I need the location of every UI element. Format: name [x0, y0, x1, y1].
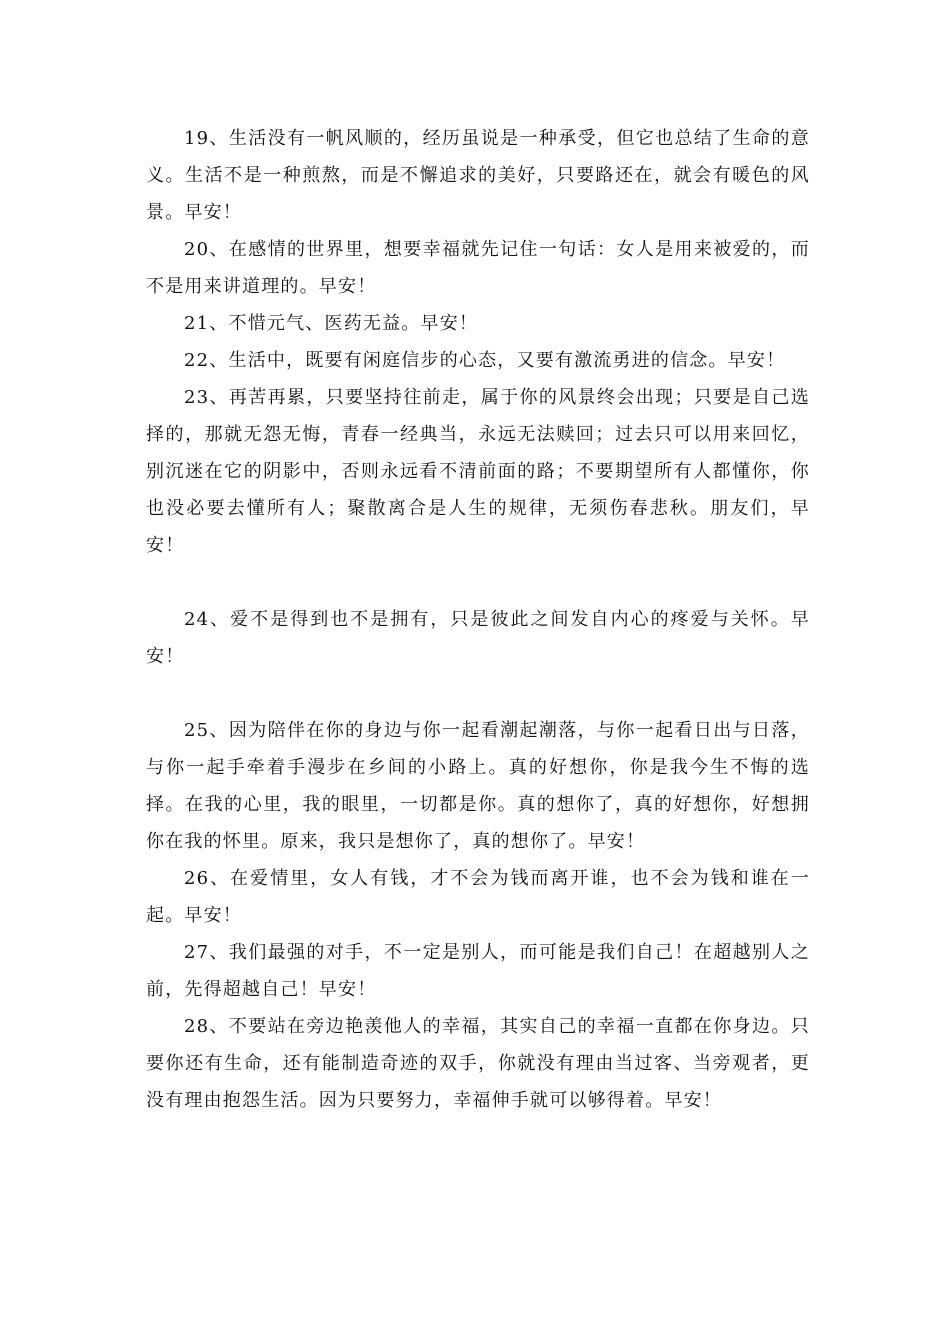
- paragraph-24: 24、爱不是得到也不是拥有，只是彼此之间发自内心的疼爱与关怀。早安！: [146, 609, 810, 667]
- paragraph-21: 21、不惜元气、医药无益。早安！: [184, 313, 479, 334]
- paragraph-22: 22、生活中，既要有闲庭信步的心态，又要有激流勇进的信念。早安！: [184, 350, 786, 371]
- paragraph-19: 19、生活没有一帆风顺的，经历虽说是一种承受，但它也总结了生命的意义。生活不是一种煎熬，而是不懈追求的美好，只要路还在，就会有暖色的风景。早安！: [146, 128, 810, 223]
- paragraph-28: 28、不要站在旁边艳羡他人的幸福，其实自己的幸福一直都在你身边。只要你还有生命，还有能制造奇迹的双手，你就没有理由当过客、当旁观者，更没有理由抱怨生活。因为只要努力，幸福伸手就可以够得着。早安！: [146, 1016, 810, 1111]
- paragraph-20: 20、在感情的世界里，想要幸福就先记住一句话：女人是用来被爱的，而不是用来讲道理的。早安！: [146, 239, 810, 297]
- paragraph-27: 27、我们最强的对手，不一定是别人，而可能是我们自己！在超越别人之前，先得超越自己！早安！: [146, 942, 810, 1000]
- paragraph-23: 23、再苦再累，只要坚持往前走，属于你的风景终会出现；只要是自己选择的，那就无怨无悔，青春一经典当，永远无法赎回；过去只可以用来回忆，别沉迷在它的阴影中，否则永远看不清前面的路；不要期望所有人都懂你，你也没必要去懂所有人；聚散离合是人生的规律，无须伤春悲秋。朋友们，早安！: [146, 387, 810, 556]
- document-body: [146, 120, 810, 1119]
- paragraph-25: 25、因为陪伴在你的身边与你一起看潮起潮落，与你一起看日出与日落，与你一起手牵着手漫步在乡间的小路上。真的好想你，你是我今生不悔的选择。在我的心里，我的眼里，一切都是你。真的想你了，真的好想你，好想拥你在我的怀里。原来，我只是想你了，真的想你了。早安！: [146, 720, 810, 852]
- paragraph-26: 26、在爱情里，女人有钱，才不会为钱而离开谁，也不会为钱和谁在一起。早安！: [146, 868, 810, 926]
